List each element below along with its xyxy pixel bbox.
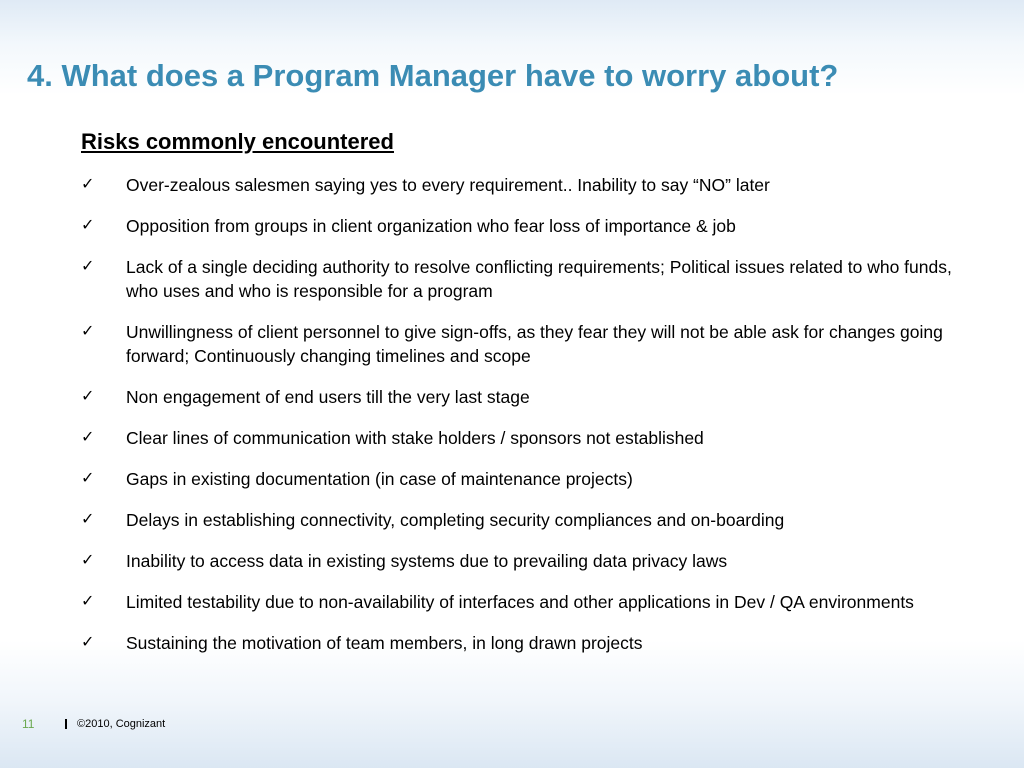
list-item-text: Delays in establishing connectivity, completing security compliances and on-boarding bbox=[126, 510, 785, 530]
list-item-text: Lack of a single deciding authority to resolve conflicting requirements; Political issues related to who funds, who uses and who is responsible for a program bbox=[126, 257, 952, 301]
list-item bbox=[81, 467, 981, 491]
checkmark-icon: ✓ bbox=[81, 550, 95, 569]
checkmark-icon: ✓ bbox=[81, 427, 95, 446]
list-item bbox=[81, 631, 981, 655]
list-item bbox=[81, 385, 981, 409]
checkmark-icon: ✓ bbox=[81, 632, 95, 651]
list-item-text: Sustaining the motivation of team members, in long drawn projects bbox=[126, 633, 643, 653]
footer bbox=[22, 715, 165, 733]
list-item bbox=[81, 426, 981, 450]
checkmark-icon: ✓ bbox=[81, 386, 95, 405]
list-item bbox=[81, 214, 981, 238]
copyright-text: ©2010, Cognizant bbox=[77, 718, 166, 730]
checkmark-icon: ✓ bbox=[81, 591, 95, 610]
risk-list bbox=[81, 173, 981, 672]
list-item bbox=[81, 508, 981, 532]
slide-title: 4. What does a Program Manager have to worry about? bbox=[27, 58, 839, 93]
list-item-text: Over-zealous salesmen saying yes to every requirement.. Inability to say “NO” later bbox=[126, 175, 770, 195]
list-item bbox=[81, 320, 981, 368]
list-item bbox=[81, 590, 981, 614]
list-item bbox=[81, 255, 981, 303]
list-item-text: Opposition from groups in client organization who fear loss of importance & job bbox=[126, 216, 736, 236]
checkmark-icon: ✓ bbox=[81, 321, 95, 340]
list-item-text: Gaps in existing documentation (in case of maintenance projects) bbox=[126, 469, 633, 489]
footer-divider bbox=[65, 719, 67, 729]
list-item-text: Limited testability due to non-availability of interfaces and other applications in Dev / QA environments bbox=[126, 592, 914, 612]
checkmark-icon: ✓ bbox=[81, 509, 95, 528]
list-item-text: Unwillingness of client personnel to give sign-offs, as they fear they will not be able ask for changes going forward; Continuously changing timelines and scope bbox=[126, 322, 943, 366]
checkmark-icon: ✓ bbox=[81, 256, 95, 275]
list-item-text: Inability to access data in existing systems due to prevailing data privacy laws bbox=[126, 551, 728, 571]
list-item bbox=[81, 549, 981, 573]
list-item-text: Non engagement of end users till the very last stage bbox=[126, 387, 530, 407]
section-heading: Risks commonly encountered bbox=[81, 129, 394, 154]
page-number: 11 bbox=[22, 717, 35, 731]
list-item-text: Clear lines of communication with stake holders / sponsors not established bbox=[126, 428, 704, 448]
checkmark-icon: ✓ bbox=[81, 215, 95, 234]
list-item bbox=[81, 173, 981, 197]
checkmark-icon: ✓ bbox=[81, 468, 95, 487]
checkmark-icon: ✓ bbox=[81, 174, 95, 193]
